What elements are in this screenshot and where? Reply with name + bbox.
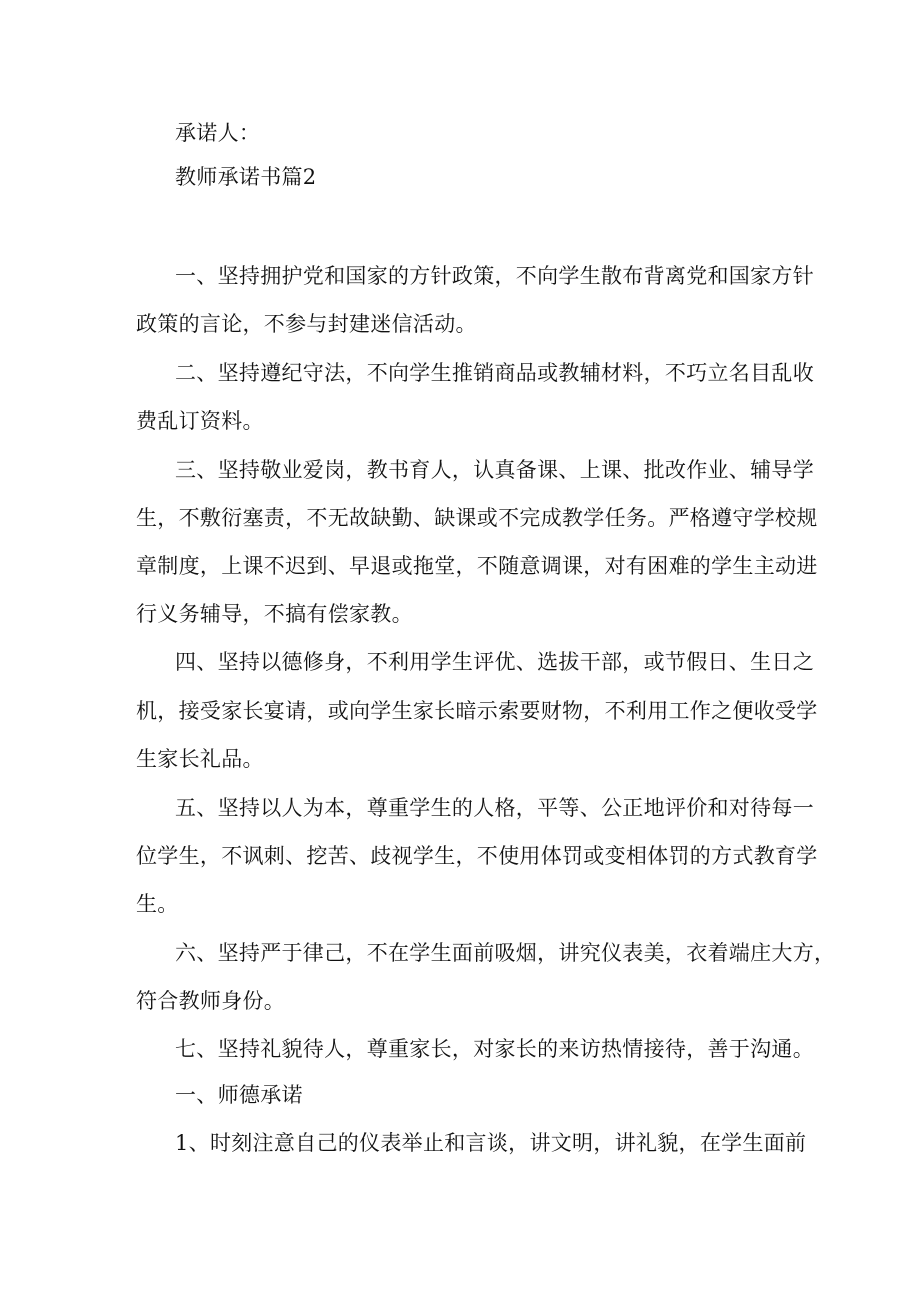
paragraph-line: 四、坚持以德修身，不利用学生评优、选拔干部，或节假日、生日之 bbox=[175, 650, 814, 674]
paragraph-line: 符合教师身份。 bbox=[136, 989, 286, 1013]
paragraph-line: 生家长礼品。 bbox=[136, 747, 264, 771]
section-title: 教师承诺书篇2 bbox=[175, 165, 317, 189]
paragraph-line: 政策的言论，不参与封建迷信活动。 bbox=[136, 312, 477, 336]
subsection-heading: 一、师德承诺 bbox=[175, 1083, 303, 1107]
paragraph-line: 位学生，不讽刺、挖苦、歧视学生，不使用体罚或变相体罚的方式教育学 bbox=[136, 844, 818, 868]
paragraph-line: 生。 bbox=[136, 892, 179, 916]
paragraph-line: 一、坚持拥护党和国家的方针政策，不向学生散布背离党和国家方针 bbox=[175, 264, 814, 288]
signer-label: 承诺人： bbox=[175, 121, 261, 145]
paragraph-line: 生，不敷衍塞责，不无故缺勤、缺课或不完成教学任务。严格遵守学校规 bbox=[136, 506, 818, 530]
paragraph-line: 六、坚持严于律己，不在学生面前吸烟，讲究仪表美，衣着端庄大方， bbox=[175, 941, 836, 965]
paragraph-line: 机，接受家长宴请，或向学生家长暗示索要财物，不利用工作之便收受学 bbox=[136, 699, 818, 723]
paragraph-line: 行义务辅导，不搞有偿家教。 bbox=[136, 602, 413, 626]
paragraph-line: 二、坚持遵纪守法，不向学生推销商品或教辅材料，不巧立名目乱收 bbox=[175, 361, 814, 385]
paragraph-line: 章制度，上课不迟到、早退或拖堂，不随意调课，对有困难的学生主动进 bbox=[136, 554, 818, 578]
paragraph-line: 三、坚持敬业爱岗，教书育人，认真备课、上课、批改作业、辅导学 bbox=[175, 458, 814, 482]
paragraph-line: 五、坚持以人为本，尊重学生的人格，平等、公正地评价和对待每一 bbox=[175, 796, 814, 820]
paragraph-line: 七、坚持礼貌待人，尊重家长，对家长的来访热情接待，善于沟通。 bbox=[175, 1037, 814, 1061]
paragraph-line: 费乱订资料。 bbox=[136, 409, 264, 433]
paragraph-line: 1、时刻注意自己的仪表举止和言谈，讲文明，讲礼貌，在学生面前 bbox=[175, 1131, 807, 1155]
